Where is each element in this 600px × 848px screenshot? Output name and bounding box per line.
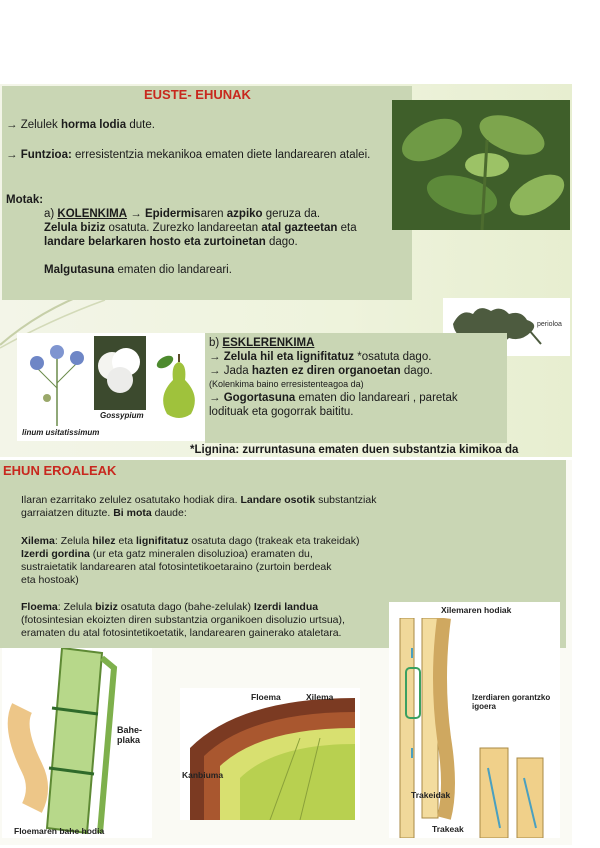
eroale-title: EHUN EROALEAK — [3, 463, 117, 478]
gossypium-caption: Gossypium — [100, 411, 144, 420]
bahe-plaka-label: Bahe- plaka — [117, 725, 143, 745]
linum-plant-image — [22, 338, 92, 426]
trakeak-label: Trakeak — [432, 824, 464, 834]
linum-caption: linum usitatissimum — [22, 428, 100, 437]
lignina-note: *Lignina: zurruntasuna ematen duen substantzia kimikoa da — [190, 444, 519, 456]
xylem-vessels-image — [392, 618, 557, 838]
xilema-text: Xilema: Zelula hilez eta lignifitatuz osatuta dago (trakeak eta trakeidak) Izerdi gordina (ur eta gatz mineralen disoluzioa) eramaten du, sustraietatik landarearen atal fotosintetikoetaraino (zurtoin berdeak eta hostoak) — [21, 535, 360, 586]
nettle-plant-image — [392, 100, 570, 230]
xilema-label: Xilema — [306, 692, 334, 702]
trakeidak-label: Trakeidak — [411, 790, 451, 800]
cotton-image — [94, 336, 146, 410]
floema-text: Floema: Zelula biziz osatuta dago (bahe-zelulak) Izerdi landua (fotosintesian ekoizten diren substantzia organikoen disoluzio urtsua), eramaten du atal fotosintetikoetatik, landarearen gainerako ataletara. — [21, 601, 345, 639]
pear-image — [155, 352, 203, 422]
xilemaren-hodiak-label: Xilemaren hodiak — [441, 605, 512, 615]
eroale-intro: Ilaran ezarritako zelulez osatutako hodiak dira. Landare osotik substantziak garraiatzen dituzte. Bi mota daude: — [21, 494, 377, 519]
kolenkima-text: a) KOLENKIMA → Epidermisaren azpiko geruza da. Zelula biziz osatuta. Zurezko landareetan atal gazteetan eta landare belarkaren hosto eta zurtoinetan dago. Malgutasuna ematen dio landareari. — [44, 208, 357, 276]
petiole-caption: perioloa — [537, 321, 562, 328]
funtzioa-line: → Funtzioa: erresistentzia mekanikoa ematen diete landarearen atalei. — [6, 149, 371, 161]
stem-section-image — [180, 688, 360, 820]
kanbiuma-label: Kanbiuma — [182, 770, 224, 780]
motak-label: Motak: — [6, 194, 44, 206]
floema-label: Floema — [251, 692, 281, 702]
floema-hodia-caption: Floemaren bahe hodia — [14, 826, 105, 836]
euste-title: EUSTE- EHUNAK — [144, 87, 251, 102]
izerdi-igoera-label: Izerdiaren gorantzko igoera — [472, 693, 551, 711]
esklerenkima-text: b) ESKLERENKIMA → Zelula hil eta lignifitatuz *osatuta dago. → Jada hazten ez diren organoetan dago. (Kolenkima baino erresistenteagoa da) → Gogortasuna ematen dio landareari , paretak lodituak eta gogorrak baititu. — [209, 337, 458, 418]
horma-lodia-line: → Zelulek horma lodia dute. — [6, 119, 155, 131]
